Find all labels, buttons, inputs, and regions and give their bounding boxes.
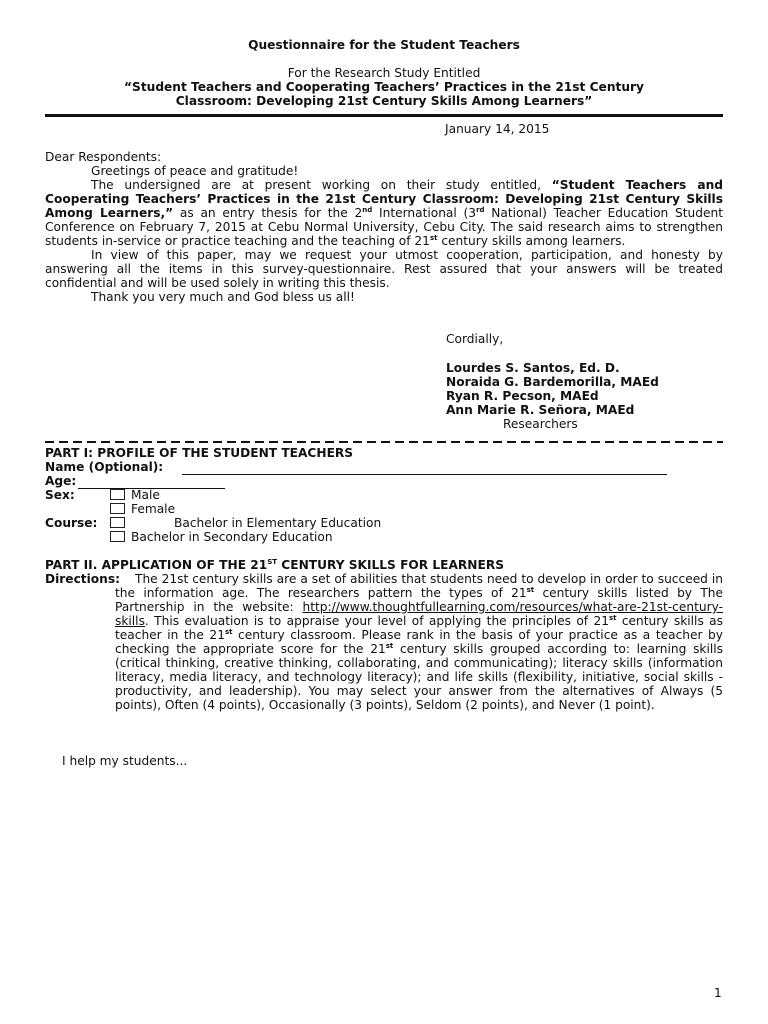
part2-heading: PART II. APPLICATION OF THE 21ST CENTURY SKILLS FOR LEARNERS bbox=[45, 557, 504, 572]
document-subtitle: For the Research Study Entitled bbox=[287, 66, 481, 80]
signatory: Lourdes S. Santos, Ed. D. bbox=[446, 361, 620, 375]
course-option-elementary[interactable]: Bachelor in Elementary Education bbox=[110, 516, 381, 530]
directions-text: The 21st century skills are a set of abilities that students need to develop in order to succeed in the information age. The researchers pattern the types of 21st century skills listed by The Partnership in the website: http://www.thoughtfullearning.com/resources/what-are-21st-century-skills. This evaluation is to appraise your level of applying the principles of 21st century skills as teacher in the 21st century classroom. Please rank in the basis of your practice as a teacher by checking the appropriate score for the 21st century skills grouped according to: learning skills (critical thinking, creative thinking, collaborating, and communicating); literacy skills (information literacy, media literacy, and technology literacy); and life skills (flexibility, initiative, social skills - productivity, and leadership). You may select your answer from the alternatives of Always (5 points), Often (4 points), Occasionally (3 points), Seldom (2 points), and Never (1 point). bbox=[115, 572, 724, 712]
closing: Cordially, bbox=[446, 332, 504, 346]
age-field[interactable] bbox=[78, 474, 225, 489]
letter-paragraph-1: The undersigned are at present working on their study entitled, “Student Teachers and Cooperating Teachers’ Practices in the 21st Century Classroom: Developing 21st Century Skills Among Learners,” as an entry thesis for the 2nd International (3rd National) Teacher Education Student Conference on February 7, 2015 at Cebu Normal University, Cebu City. The said research aims to strengthen students in-service or practice teaching and the teaching of 21st century skills among learners. bbox=[45, 178, 724, 248]
section-divider bbox=[45, 441, 723, 443]
part1-heading: PART I: PROFILE OF THE STUDENT TEACHERS bbox=[45, 446, 354, 460]
researchers-label: Researchers bbox=[503, 417, 578, 431]
checkbox-female[interactable] bbox=[110, 503, 125, 514]
course-label: Course: bbox=[45, 516, 98, 530]
document-title: Questionnaire for the Student Teachers bbox=[248, 38, 520, 52]
sex-option-male[interactable]: Male bbox=[110, 488, 160, 502]
checkbox-secondary[interactable] bbox=[110, 531, 125, 542]
salutation: Dear Respondents: bbox=[45, 150, 162, 164]
name-label: Name (Optional): bbox=[45, 460, 164, 474]
signatory: Noraida G. Bardemorilla, MAEd bbox=[446, 375, 659, 389]
checkbox-elementary[interactable] bbox=[110, 517, 125, 528]
letter-paragraph-3: Thank you very much and God bless us all! bbox=[91, 290, 355, 304]
signatories bbox=[446, 361, 659, 417]
course-option-secondary[interactable]: Bachelor in Secondary Education bbox=[110, 530, 333, 544]
skills-prompt: I help my students... bbox=[62, 754, 188, 768]
header-rule bbox=[45, 114, 723, 117]
letter-date: January 14, 2015 bbox=[445, 122, 550, 136]
study-title-line1: “Student Teachers and Cooperating Teachers’ Practices in the 21st Century bbox=[124, 80, 644, 94]
signatory: Ryan R. Pecson, MAEd bbox=[446, 389, 599, 403]
letter-paragraph-2: In view of this paper, may we request your utmost cooperation, participation, and honesty by answering all the items in this survey-questionnaire. Rest assured that your answers will be treated confidential and will be used solely in writing this thesis. bbox=[45, 248, 723, 290]
directions-label: Directions: bbox=[45, 572, 120, 586]
name-field[interactable] bbox=[182, 460, 667, 475]
age-label: Age: bbox=[45, 474, 77, 488]
greeting: Greetings of peace and gratitude! bbox=[91, 164, 299, 178]
sex-option-female[interactable]: Female bbox=[110, 502, 175, 516]
signatory: Ann Marie R. Señora, MAEd bbox=[446, 403, 635, 417]
letter-body bbox=[45, 150, 723, 304]
sex-label: Sex: bbox=[45, 488, 75, 502]
checkbox-male[interactable] bbox=[110, 489, 125, 500]
partnership-link[interactable]: http://www.thoughtfullearning.com/resources/what-are-21st-century-skills bbox=[115, 600, 723, 628]
study-title-line2: Classroom: Developing 21st Century Skills Among Learners” bbox=[175, 94, 593, 108]
page-number: 1 bbox=[714, 986, 722, 1000]
